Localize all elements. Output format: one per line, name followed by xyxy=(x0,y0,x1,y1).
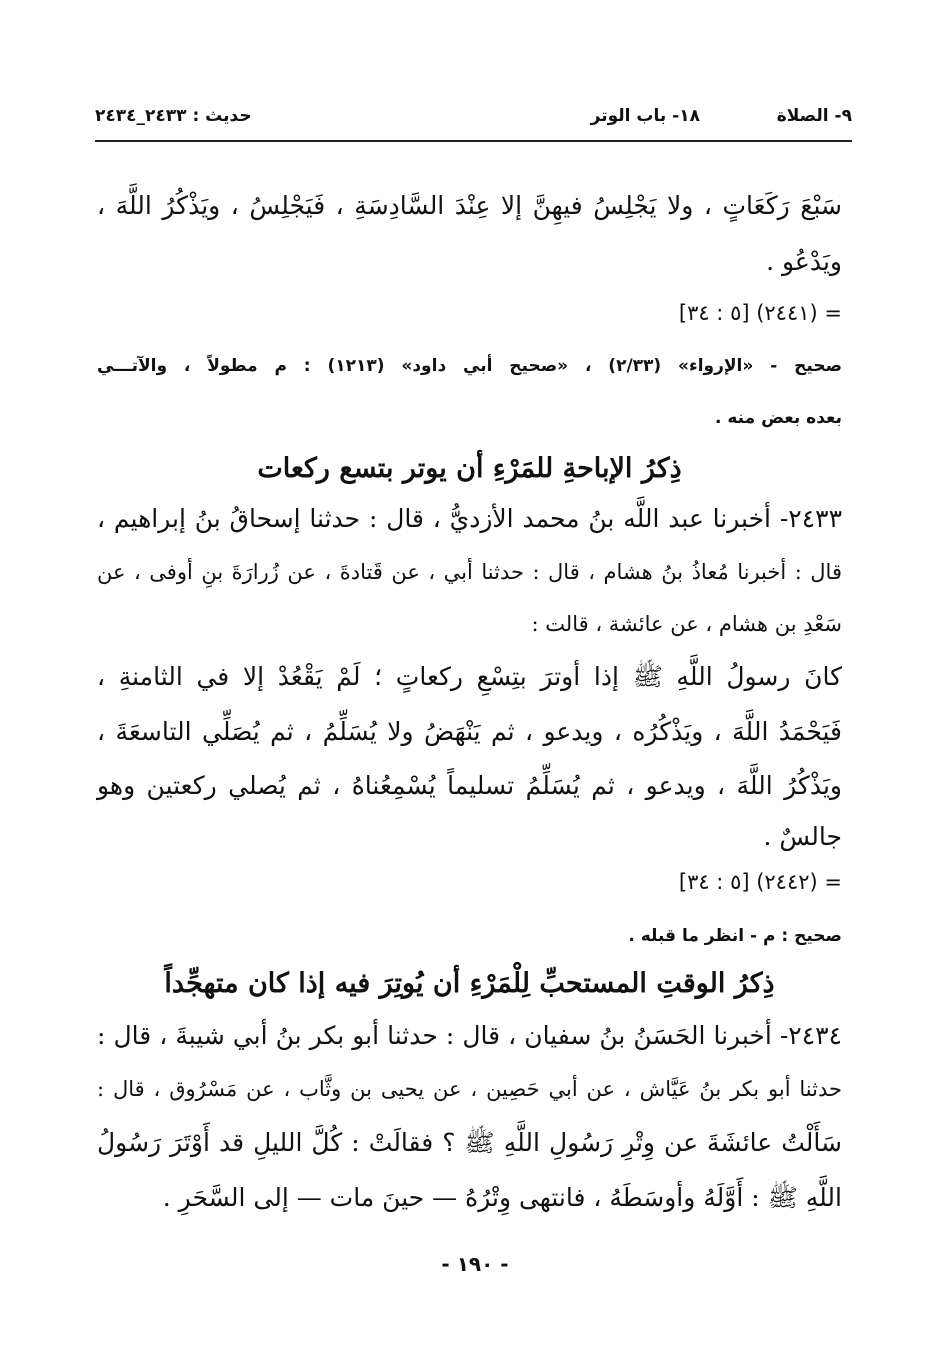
isnad-line: سَعْدِ بن هشام ، عن عائشة ، قالت : xyxy=(531,612,842,636)
isnad-line: حدثنا أبو بكر بنُ عَيَّاش ، عن أبي حَصِين ، عن يحيى بن وثَّاب ، عن مَسْرُوق ، قال : xyxy=(97,1077,842,1101)
page-number: - ١٩٠ - xyxy=(441,1252,509,1276)
matn-line: كانَ رسولُ اللَّهِ ﷺ إذا أوترَ بتِسْعِ ركعاتٍ ؛ لَمْ يَقْعُدْ إلا في الثامنةِ ، xyxy=(97,662,842,691)
section-heading: ذِكرُ الإباحةِ للمَرْءِ أن يوتر بتسع ركعات xyxy=(257,453,682,484)
header-hadith-range: حديث : ٢٤٣٣_٢٤٣٤ xyxy=(95,106,252,126)
matn-line: فَيَحْمَدُ اللَّهَ ، ويَذْكُرُه ، ويدعو ، ثم يَنْهَضُ ولا يُسَلِّمُ ، ثم يُصَلِّي التاسعَةَ ، xyxy=(97,717,842,746)
grading-line: صحيح - «الإرواء» (٢/٣٣) ، «صحيح أبي داود» (١٢١٣) : م مطولاً ، والآتـــي xyxy=(97,356,842,376)
matn-line: جالسٌ . xyxy=(763,822,842,851)
reference-line: = (٢٤٤١) [٥ : ٣٤] xyxy=(678,301,842,325)
matn-line: سَأَلْتُ عائشَةَ عن وِتْرِ رَسُولِ اللَّهِ ﷺ ؟ فقالَتْ : كُلَّ الليلِ قد أَوْتَرَ رَسُولُ xyxy=(97,1128,842,1157)
grading-line: بعده بعض منه . xyxy=(715,408,842,428)
header-chapter: ٩- الصلاة xyxy=(776,106,852,126)
running-header xyxy=(95,100,852,136)
header-section: ١٨- باب الوتر xyxy=(590,106,700,126)
text-line: سَبْعَ رَكَعَاتٍ ، ولا يَجْلِسُ فيهِنَّ إلا عِنْدَ السَّادِسَةِ ، فَيَجْلِسُ ، ويَذْكُرُ اللَّهَ ، xyxy=(97,191,842,220)
reference-line: = (٢٤٤٢) [٥ : ٣٤] xyxy=(678,870,842,894)
isnad-line: ٢٤٣٣- أخبرنا عبد اللَّه بنُ محمد الأزديُّ ، قال : حدثنا إسحاقُ بنُ إبراهيم ، xyxy=(97,504,842,533)
header-divider xyxy=(95,140,852,142)
matn-line: ويَذْكُرُ اللَّهَ ، ويدعو ، ثم يُسَلِّمُ تسليماً يُسْمِعُناهُ ، ثم يُصلي ركعتين وهو xyxy=(97,771,842,800)
isnad-line: ٢٤٣٤- أخبرنا الحَسَنُ بنُ سفيان ، قال : حدثنا أبو بكر بنُ أبي شيبةَ ، قال : xyxy=(97,1021,842,1050)
grading-line: صحيح : م - انظر ما قبله . xyxy=(628,926,842,946)
section-heading: ذِكرُ الوقتِ المستحبِّ لِلْمَرْءِ أن يُوتِرَ فيه إذا كان متهجِّداً xyxy=(164,968,775,999)
text-line: ويَدْعُو . xyxy=(766,247,842,276)
isnad-line: قال : أخبرنا مُعاذُ بنُ هشام ، قال : حدثنا أبي ، عن قَتادةَ ، عن زُرارَةَ بنِ أوفى ، عن xyxy=(97,560,842,584)
matn-line: اللَّهِ ﷺ : أَوَّلَهُ وأوسَطَهُ ، فانتهى وِتْرُهُ — حينَ مات — إلى السَّحَرِ . xyxy=(162,1183,842,1212)
